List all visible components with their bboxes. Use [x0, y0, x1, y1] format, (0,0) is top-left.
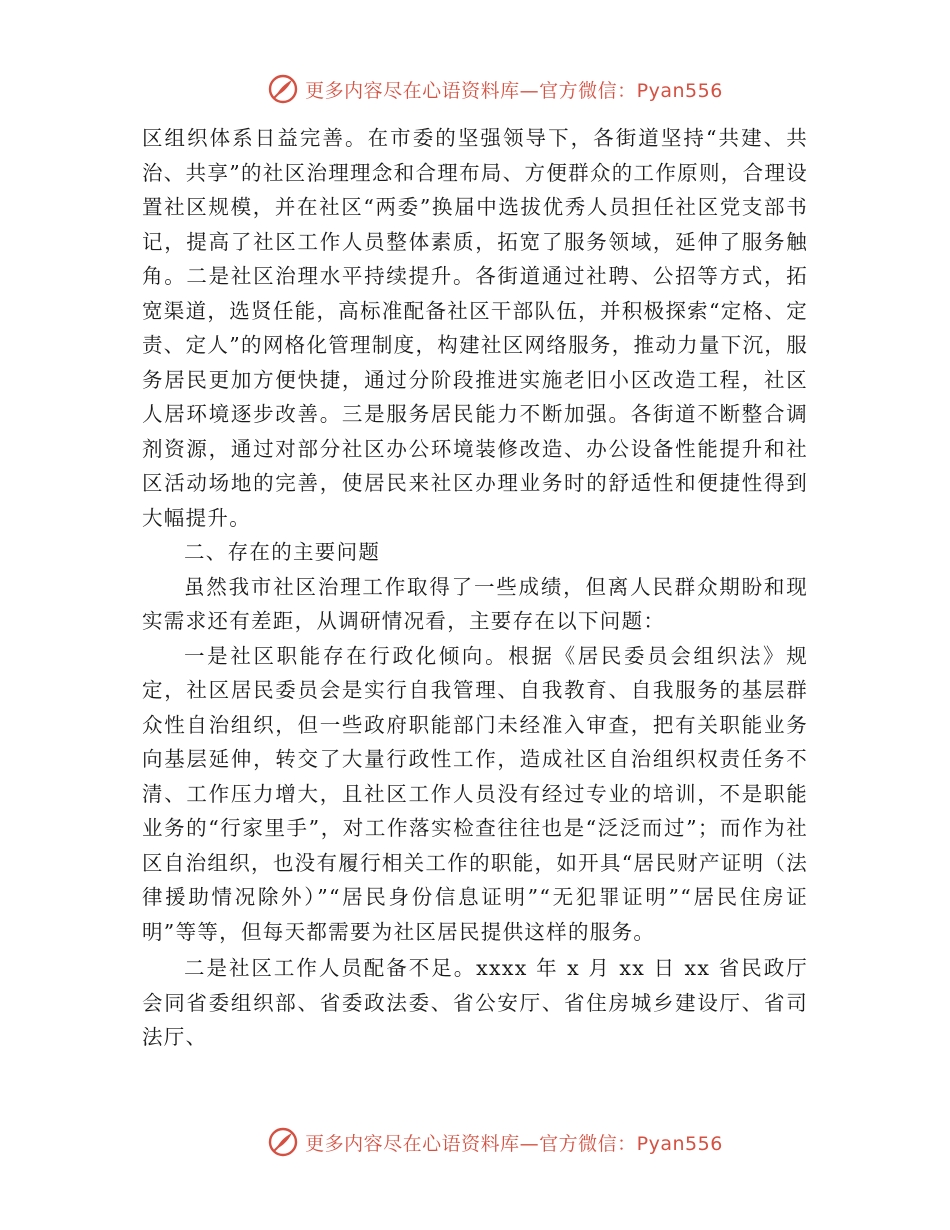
section-heading: 二、存在的主要问题	[184, 540, 381, 564]
paragraph-intro: 虽然我市社区治理工作取得了一些成绩，但离人民群众期盼和现实需求还有差距，从调研情况看，主要存在以下问题：	[142, 574, 808, 633]
paragraph-issue-one: 一是社区职能存在行政化倾向。根据《居民委员会组织法》规定，社区居民委员会是实行自我管理、自我教育、自我服务的基层群众性自治组织，但一些政府职能部门未经准入审查，把有关职能业务向基层延伸，转交了大量行政性工作，造成社区自治组织权责任务不清、工作压力增大，且社区工作人员没有经过专业的培训，不是职能业务的“行家里手”，对工作落实检查往往也是“泛泛而过”；而作为社区自治组织，也没有履行相关工作的职能，如开具“居民财产证明（法律援助情况除外）”“居民身份信息证明”“无犯罪证明”“居民住房证明”等等，但每天都需要为社区居民提供这样的服务。	[142, 643, 808, 944]
header-watermark	[0, 71, 950, 107]
footer-watermark	[0, 1124, 950, 1160]
watermark-text: 更多内容尽在心语资料库—官方微信：Pyan556	[305, 79, 723, 102]
paragraph-continued: 区组织体系日益完善。在市委的坚强领导下，各街道坚持“共建、共治、共享”的社区治理理念和合理布局、方便群众的工作原则，合理设置社区规模，并在社区“两委”换届中选拔优秀人员担任社区党支部书记，提高了社区工作人员整体素质，拓宽了服务领域，延伸了服务触角。二是社区治理水平持续提升。各街道通过社聘、公招等方式，拓宽渠道，选贤任能，高标准配备社区干部队伍，并积极探索“定格、定责、定人”的网格化管理制度，构建社区网络服务，推动力量下沉，服务居民更加方便快捷，通过分阶段推进实施老旧小区改造工程，社区人居环境逐步改善。三是服务居民能力不断加强。各街道不断整合调剂资源，通过对部分社区办公环境装修改造、办公设备性能提升和社区活动场地的完善，使居民来社区办理业务时的舒适性和便捷性得到大幅提升。	[142, 126, 808, 530]
document-body	[142, 121, 808, 1055]
quill-pen-logo-icon	[267, 1126, 299, 1158]
watermark-text: 更多内容尽在心语资料库—官方微信：Pyan556	[305, 1132, 723, 1155]
paragraph-issue-two: 二是社区工作人员配备不足。xxxx 年 x 月 xx 日 xx 省民政厅会同省委组织部、省委政法委、省公安厅、省住房城乡建设厅、省司法厅、	[142, 956, 808, 1049]
quill-pen-logo-icon	[267, 73, 299, 105]
